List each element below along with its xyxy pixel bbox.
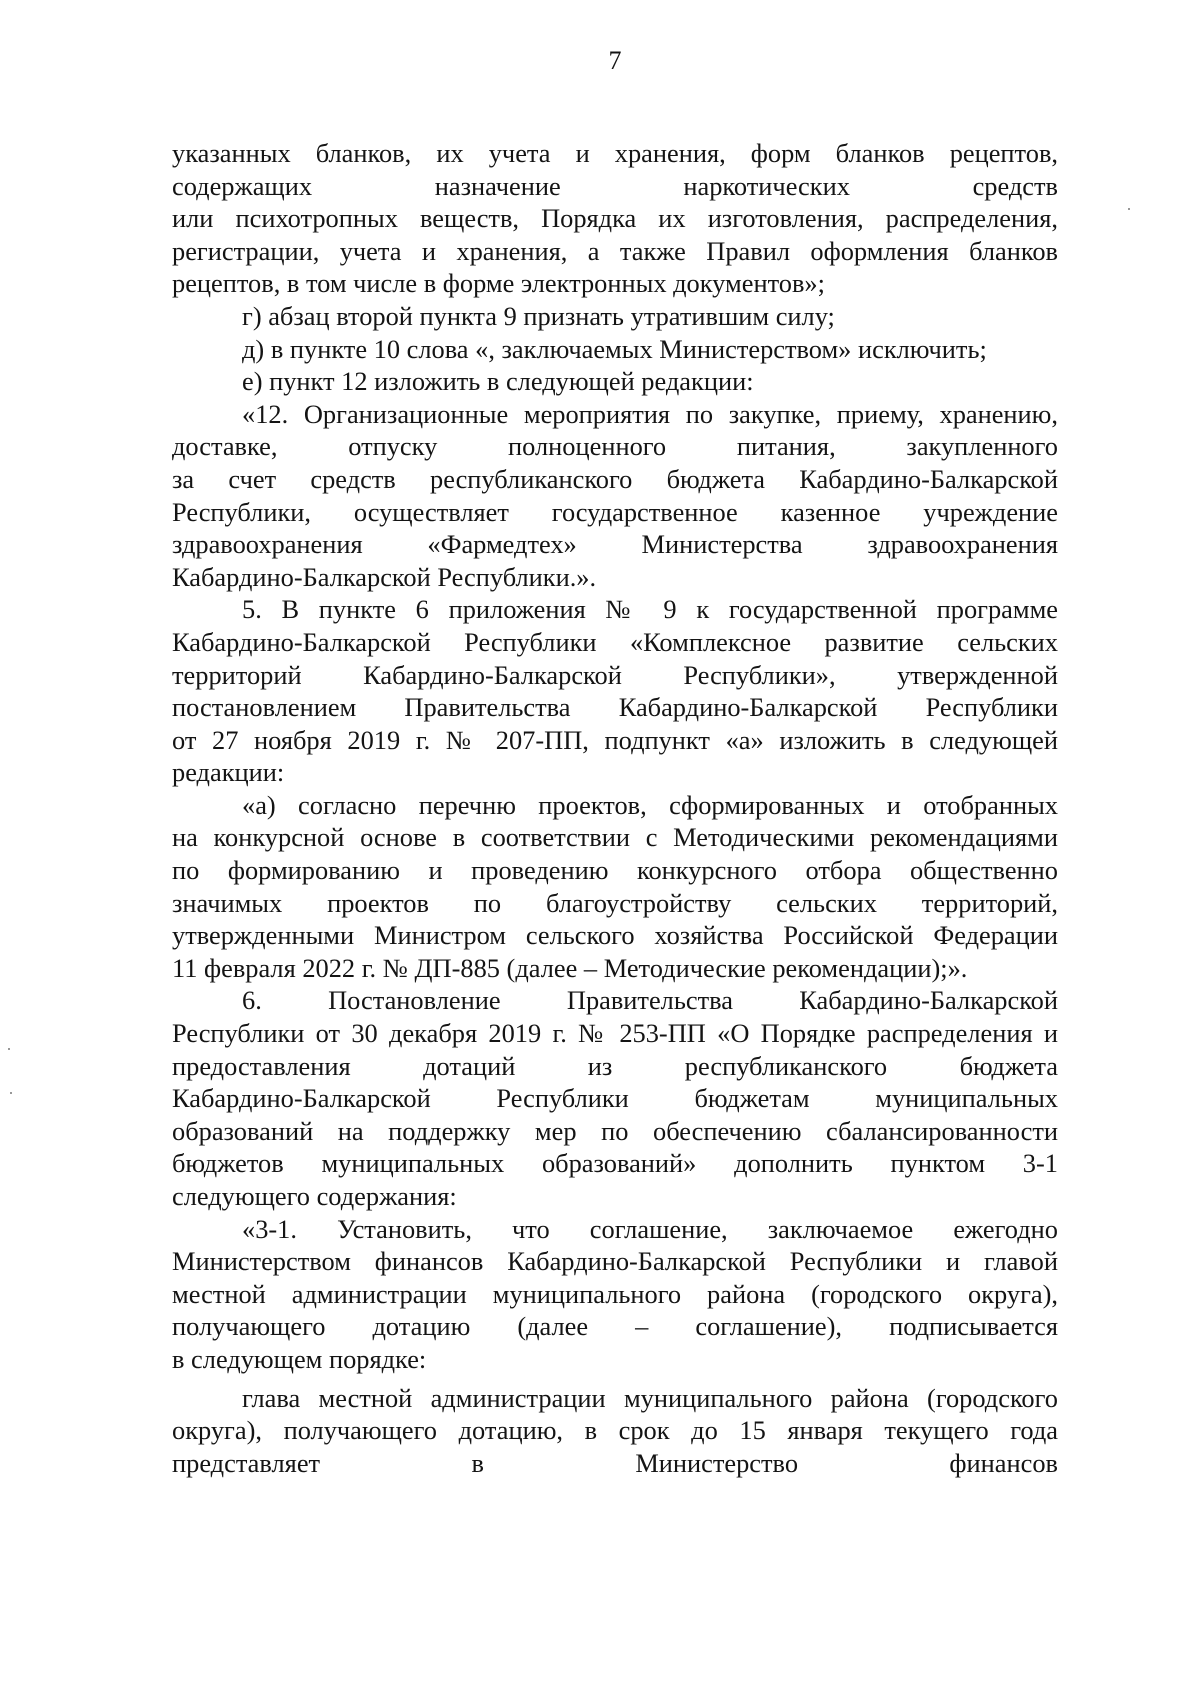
text-line: 11 февраля 2022 г. № ДП-885 (далее – Методические рекомендации);». [172,952,968,983]
text-line: по формированию и проведению конкурсного отбора общественно [172,855,1058,886]
text-line: регистрации, учета и хранения, а также Правил оформления бланков [172,235,1058,266]
paragraph-item-e [172,365,1058,398]
text-line: глава местной администрации муниципального района (городского [242,1382,1058,1413]
text-line: Кабардино-Балкарской Республики «Комплексное развитие сельских [172,626,1058,657]
text-line: следующего содержания: [172,1181,457,1211]
text-line: территорий Кабардино-Балкарской Республики», утвержденной [172,659,1058,690]
text-line: рецептов, в том числе в форме электронных документов»; [172,268,825,299]
scan-speck [10,1092,12,1094]
page-number: 7 [608,46,622,75]
paragraph-section-6 [172,984,1058,1212]
text-line: представляет в Министерство финансов [172,1447,1058,1478]
text-line: доставке, отпуску полноценного питания, закупленного [172,431,1058,462]
text-line: Кабардино-Балкарской Республики бюджетам муниципальных [172,1083,1058,1114]
text-line: «а) согласно перечню проектов, сформированных и отобранных [242,789,1058,820]
text-line: Кабардино-Балкарской Республики.». [172,561,597,592]
scan-speck [8,1048,10,1050]
text-line: предоставления дотаций из республиканского бюджета [172,1050,1058,1081]
text-line: Министерством финансов Кабардино-Балкарской Республики и главой [172,1246,1058,1277]
text-line: в следующем порядке: [172,1343,427,1374]
text-line: Республики, осуществляет государственное казенное учреждение [172,496,1058,527]
paragraph-forms-continuation [172,137,1058,300]
text-line: получающего дотацию (далее – соглашение), подписывается [172,1311,1058,1342]
text-line: на конкурсной основе в соответствии с Методическими рекомендациями [172,822,1058,853]
text-line: постановлением Правительства Кабардино-Балкарской Республики [172,692,1058,723]
text-line: округа), получающего дотацию, в срок до 15 января текущего года [172,1415,1058,1446]
text-line: значимых проектов по благоустройству сельских территорий, [172,887,1058,918]
paragraph-item-g [172,300,1058,333]
text-line: утвержденными Министром сельского хозяйства Российской Федерации [172,920,1058,951]
text-line: 6. Постановление Правительства Кабардино-Балкарской [242,985,1058,1016]
text-line: от 27 ноября 2019 г. № 207-ПП, подпункт «а» изложить в следующей [172,724,1058,755]
text-line: местной администрации муниципального района (городского округа), [172,1278,1058,1309]
text-line: за счет средств республиканского бюджета Кабардино-Балкарской [172,463,1058,494]
text-line: Республики от 30 декабря 2019 г. № 253-ПП «О Порядке распределения и [172,1018,1058,1049]
text-line: бюджетов муниципальных образований» дополнить пунктом 3-1 [172,1148,1058,1179]
paragraph-section-5 [172,593,1058,789]
text-line: или психотропных веществ, Порядка их изготовления, распределения, [172,203,1058,234]
text-line: здравоохранения «Фармедтех» Министерства здравоохранения [172,529,1058,560]
text-line: г) абзац второй пункта 9 признать утратившим силу; [242,300,835,331]
text-line: 5. В пункте 6 приложения № 9 к государственной программе [242,594,1058,625]
text-line: образований на поддержку мер по обеспечению сбалансированности [172,1115,1058,1146]
paragraph-point-12 [172,398,1058,594]
paragraph-item-d [172,333,1058,366]
paragraph-subitem-a [172,789,1058,985]
text-line: д) в пункте 10 слова «, заключаемых Министерством» исключить; [242,333,987,364]
text-line: «3-1. Установить, что соглашение, заключаемое ежегодно [242,1213,1058,1244]
text-line: «12. Организационные мероприятия по закупке, приему, хранению, [242,398,1058,429]
paragraph-head-of-administration [172,1382,1058,1480]
text-line: е) пункт 12 изложить в следующей редакции: [242,366,754,397]
scan-speck [1128,208,1130,210]
text-line: указанных бланков, их учета и хранения, форм бланков рецептов, [172,138,1058,168]
paragraph-point-3-1 [172,1213,1058,1376]
text-line: редакции: [172,757,285,788]
text-line: содержащих назначение наркотических средств [172,170,1058,201]
document-body [172,137,1058,1479]
